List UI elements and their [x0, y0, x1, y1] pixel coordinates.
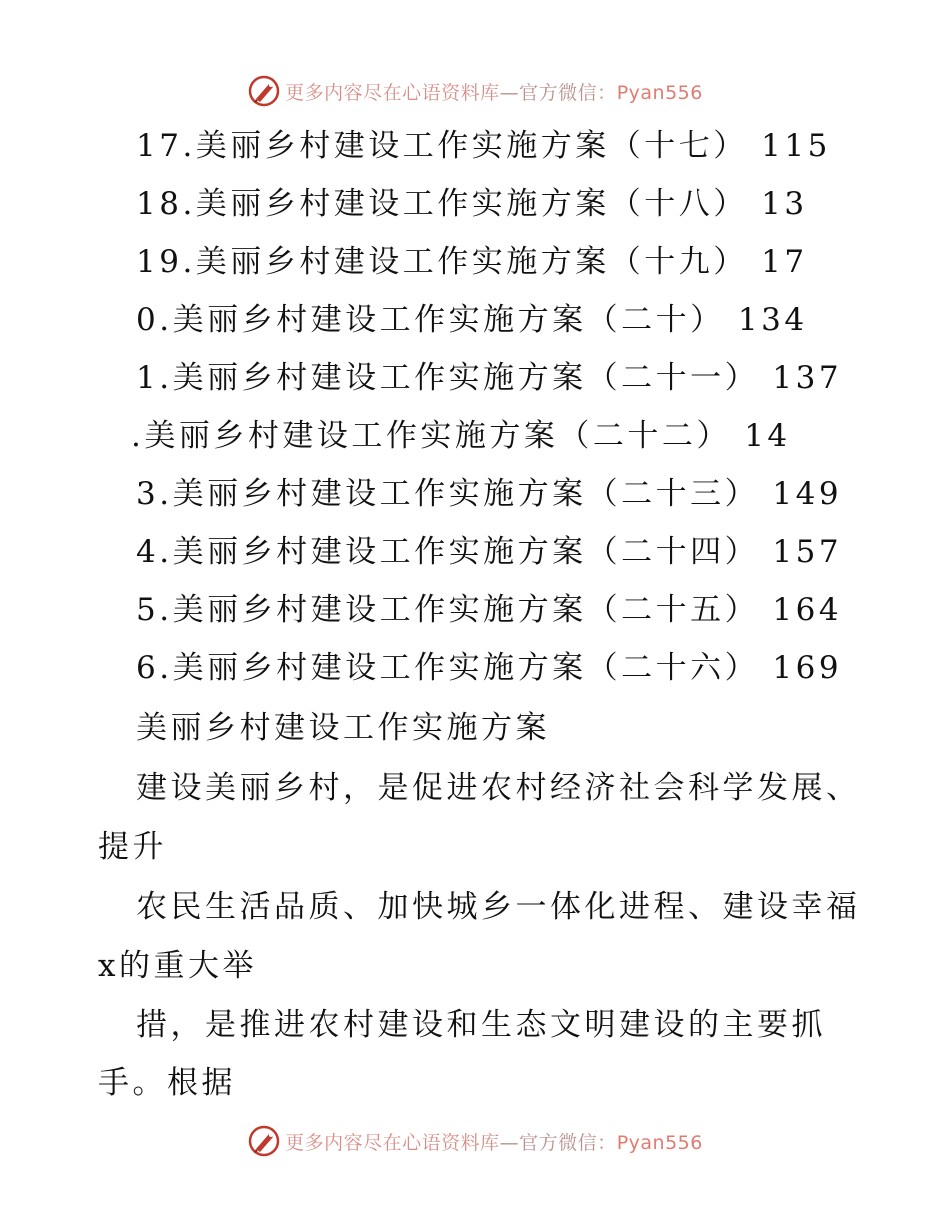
header-watermark: [0, 71, 950, 111]
watermark-text: [285, 1128, 703, 1155]
paragraph-line: 措，是推进农村建设和生态文明建设的主要抓: [136, 1007, 826, 1043]
watermark-official: 官方微信：: [519, 81, 617, 104]
watermark-text: [285, 78, 703, 105]
toc-entry: 6.美丽乡村建设工作实施方案（二十六） 169: [136, 650, 843, 686]
toc-entry: 1.美丽乡村建设工作实施方案（二十一） 137: [136, 360, 843, 396]
toc-entry: 17.美丽乡村建设工作实施方案（十七） 115: [136, 128, 831, 164]
toc-entry: 5.美丽乡村建设工作实施方案（二十五） 164: [136, 592, 843, 628]
watermark-main: 更多内容尽在心语资料库: [285, 1131, 500, 1154]
paragraph-line: x的重大举: [98, 948, 257, 984]
paragraph-line: 农民生活品质、加快城乡一体化进程、建设幸福: [136, 889, 861, 925]
watermark-id: Pyan556: [616, 1131, 703, 1154]
pen-logo-icon: [247, 74, 281, 108]
toc-entry: 18.美丽乡村建设工作实施方案（十八） 13: [136, 186, 808, 222]
watermark-id: Pyan556: [616, 81, 703, 104]
toc-entry: 3.美丽乡村建设工作实施方案（二十三） 149: [136, 476, 843, 512]
section-heading: 美丽乡村建设工作实施方案: [136, 710, 550, 746]
watermark-main: 更多内容尽在心语资料库: [285, 81, 500, 104]
toc-entry: 0.美丽乡村建设工作实施方案（二十） 134: [136, 302, 808, 338]
paragraph-line: 手。根据: [98, 1065, 236, 1101]
paragraph-line: 建设美丽乡村，是促进农村经济社会科学发展、: [136, 770, 861, 806]
watermark-official: 官方微信：: [519, 1131, 617, 1154]
toc-entry: .美丽乡村建设工作实施方案（二十二） 14: [131, 418, 791, 454]
footer-watermark: [0, 1121, 950, 1161]
toc-entry: 19.美丽乡村建设工作实施方案（十九） 17: [136, 244, 808, 280]
watermark-dash: —: [499, 1131, 520, 1154]
toc-entry: 4.美丽乡村建设工作实施方案（二十四） 157: [136, 534, 843, 570]
pen-logo-icon: [247, 1124, 281, 1158]
paragraph-line: 提升: [98, 829, 167, 865]
watermark-dash: —: [499, 81, 520, 104]
